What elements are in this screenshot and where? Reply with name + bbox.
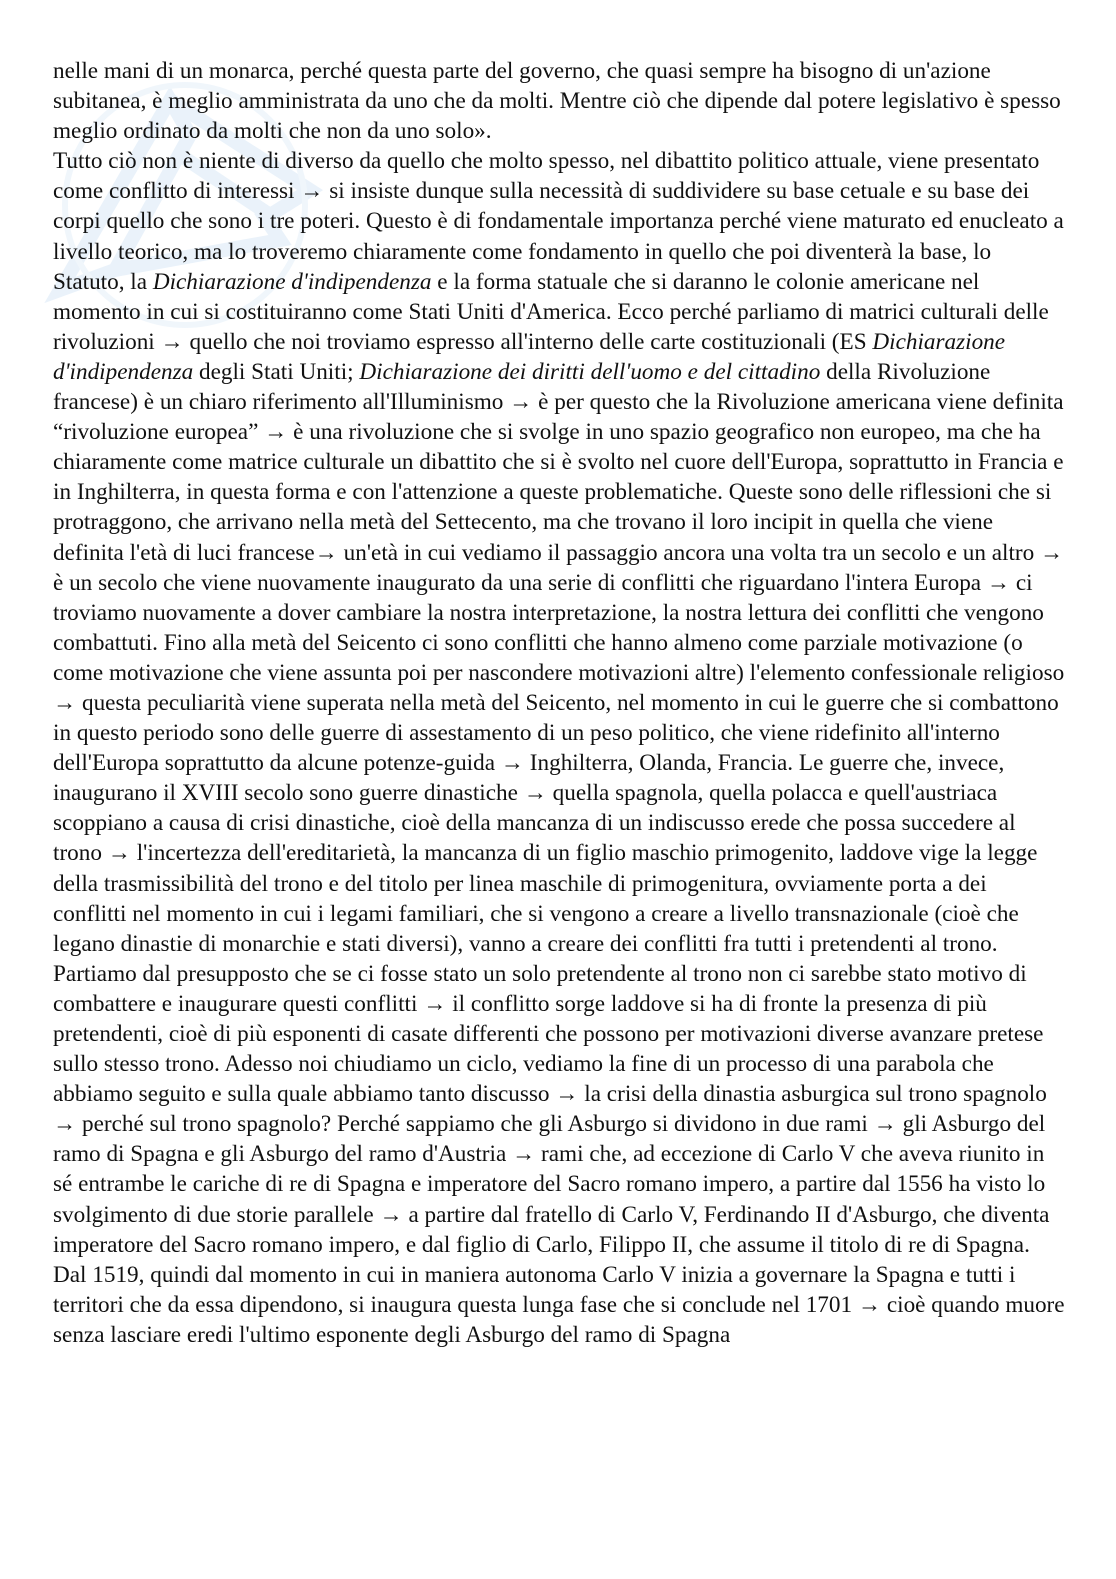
document-body: [53, 56, 1065, 1350]
text-run: nelle mani di un monarca, perché questa parte del governo, che quasi sempre ha bisogno di un'azione subitanea, è meglio amministrata da uno che da molti. Mentre ciò che dipende dal potere legislativo è spesso meglio ordinato da molti che non da uno solo».: [53, 58, 1061, 145]
text-run: Dal 1519, quindi dal momento in cui in maniera autonoma Carlo V inizia a governare la Spagna e tutti i territori che da essa dipendono, si inaugura questa lunga fase che si conclude nel 1701 → cioè quando muore senza lasciare eredi l'ultimo esponente degli Asburgo del ramo di Spagna: [53, 1261, 1065, 1348]
italic-title: Dichiarazione dei diritti dell'uomo e del cittadino: [359, 358, 821, 385]
text-run: Tutto ciò non è niente di diverso da quello che molto spesso, nel dibattito politico attuale, viene presentato come conflitto di interessi → si insiste dunque sulla necessità di suddividere su base cetuale e su base dei corpi quello che sono i tre poteri. Questo è di fondamentale importanza perché viene maturato ed enucleato a livello teorico, ma lo troveremo chiaramente come fondamento in quello che poi diventerà la base, lo Statuto, la: [53, 148, 1064, 295]
paragraph: [53, 56, 1065, 146]
italic-title: Dichiarazione d'indipendenza: [152, 268, 432, 295]
paragraph: [53, 1260, 1065, 1350]
paragraph: [53, 146, 1065, 1259]
italic-title: Dichiarazione d'indipendenza: [53, 328, 1006, 385]
text-run: e la forma statuale che si daranno le colonie americane nel momento in cui si costituiranno come Stati Uniti d'America. Ecco perché parliamo di matrici culturali delle rivoluzioni → quello che noi troviamo espresso all'interno delle carte costituzionali (ES: [53, 268, 1049, 355]
text-run: della Rivoluzione francese) è un chiaro riferimento all'Illuminismo → è per questo che la Rivoluzione americana viene definita “rivoluzione europea” → è una rivoluzione che si svolge in uno spazio geografico non europeo, ma che ha chiaramente come matrice culturale un dibattito che si è svolto nel cuore dell'Europa, soprattutto in Francia e in Inghilterra, in questa forma e con l'attenzione a queste problematiche. Queste sono delle riflessioni che si protraggono, che arrivano nella metà del Settecento, ma che trovano il loro incipit in quella che viene definita l'età di luci francese→ un'età in cui vediamo il passaggio ancora una volta tra un secolo e un altro → è un secolo che viene nuovamente inaugurato da una serie di conflitti che riguardano l'intera Europa → ci troviamo nuovamente a dover cambiare la nostra interpretazione, la nostra lettura dei conflitti che vengono combattuti. Fino alla metà del Seicento ci sono conflitti che hanno almeno come parziale motivazione (o come motivazione che viene assunta poi per nascondere motivazioni altre) l'elemento confessionale religioso → questa peculiarità viene superata nella metà del Seicento, nel momento in cui le guerre che si combattono in questo periodo sono delle guerre di assestamento di un peso politico, che viene ridefinito all'interno dell'Europa soprattutto da alcune potenze-guida → Inghilterra, Olanda, Francia. Le guerre che, invece, inaugurano il XVIII secolo sono guerre dinastiche → quella spagnola, quella polacca e quell'austriaca scoppiano a causa di crisi dinastiche, cioè della mancanza di un indiscusso erede che possa succedere al trono → l'incertezza dell'ereditarietà, la mancanza di un figlio maschio primogenito, laddove vige la legge della trasmissibilità del trono e del titolo per linea maschile di primogenitura, ovviamente porta a dei conflitti nel momento in cui i legami familiari, che si vengono a creare a livello transnazionale (cioè che legano dinastie di monarchie e stati diversi), vanno a creare dei conflitti fra tutti i pretendenti al trono. Partiamo dal presupposto che se ci fosse stato un solo pretendente al trono non ci sarebbe stato motivo di combattere e inaugurare questi conflitti → il conflitto sorge laddove si ha di fronte la presenza di più pretendenti, cioè di più esponenti di casate differenti che possono per motivazioni diverse avanzare pretese sullo stesso trono. Adesso noi chiudiamo un ciclo, vediamo la fine di un processo di una parabola che abbiamo seguito e sulla quale abbiamo tanto discusso → la crisi della dinastia asburgica sul trono spagnolo → perché sul trono spagnolo? Perché sappiamo che gli Asburgo si dividono in due rami → gli Asburgo del ramo di Spagna e gli Asburgo del ramo d'Austria → rami che, ad eccezione di Carlo V che aveva riunito in sé entrambe le cariche di re di Spagna e imperatore del Sacro romano impero, a partire dal 1556 ha visto lo svolgimento di due storie parallele → a partire dal fratello di Carlo V, Ferdinando II d'Asburgo, che diventa imperatore del Sacro romano impero, e dal figlio di Carlo, Filippo II, che assume il titolo di re di Spagna.: [53, 358, 1065, 1258]
text-run: degli Stati Uniti;: [193, 358, 360, 385]
